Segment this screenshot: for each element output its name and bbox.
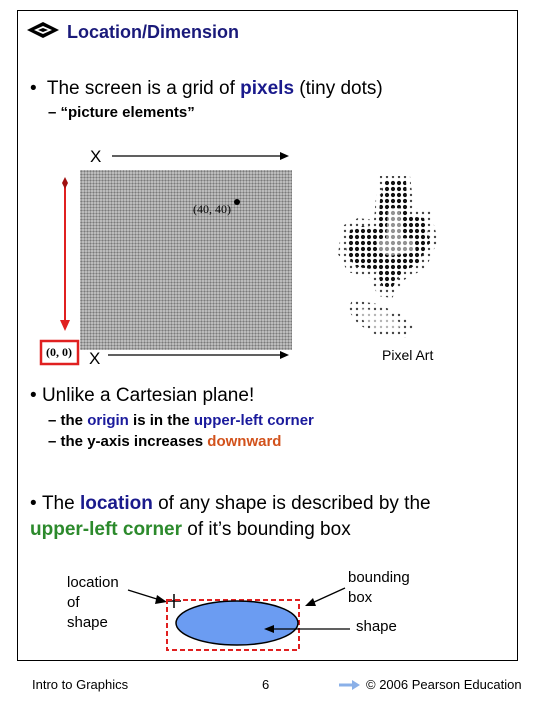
- sub2-l2-prefix: – the: [48, 433, 88, 450]
- origin-label: (0, 0): [46, 345, 72, 359]
- bullet-1-suffix: (tiny dots): [294, 78, 383, 99]
- bullet-1-keyword: pixels: [240, 78, 295, 99]
- bullet-3-a: The: [41, 493, 80, 514]
- bullet-dot: •: [30, 385, 42, 406]
- bullet-3-kw2: upper-left corner: [30, 519, 183, 540]
- location-label-line-1: location: [67, 574, 119, 591]
- bullet-dot: •: [30, 493, 42, 514]
- x-axis-label-bottom: X: [89, 349, 101, 368]
- bullet-3-kw1: location: [79, 493, 153, 514]
- bullet-1-prefix: The screen is a grid of: [46, 78, 241, 99]
- slide-title: Location/Dimension: [67, 22, 240, 42]
- sub-bullet-1: – “picture elements”: [48, 104, 195, 121]
- sub-bullet-2-line-1: [48, 410, 314, 431]
- footer-page-number: 6: [262, 677, 270, 692]
- bullet-3: [30, 491, 490, 543]
- point-label: (40, 40): [193, 202, 231, 216]
- sub2-l1-kw1: origin: [87, 412, 129, 429]
- bullet-2-text: Unlike a Cartesian plane!: [41, 385, 255, 406]
- arrow-right-icon: [338, 678, 362, 692]
- pixel-art-label: Pixel Art: [382, 347, 434, 363]
- bullet-3-c: of it’s bounding box: [182, 519, 351, 540]
- footer-copyright: © 2006 Pearson Education: [366, 677, 522, 692]
- sub2-l2-mid: increases: [129, 433, 208, 450]
- sub2-l2-kw1: y-axis: [87, 433, 130, 450]
- location-label-line-3: shape: [67, 614, 108, 631]
- shape-label: shape: [356, 618, 397, 635]
- bullet-2: [30, 385, 254, 407]
- sub2-l1-mid: is in the: [128, 412, 194, 429]
- sub2-l1-kw2: upper-left corner: [193, 412, 314, 429]
- sub-bullet-2-line-2: [48, 431, 314, 452]
- bbox-label-line-2: box: [348, 589, 373, 606]
- location-label-line-2: of: [67, 594, 80, 611]
- x-axis-label-top: X: [90, 147, 102, 166]
- bullet-dot: •: [30, 78, 42, 99]
- pixel-art-image: [318, 168, 468, 348]
- bullet-3-b: of any shape is described by the: [152, 493, 431, 514]
- bbox-label-line-1: bounding: [348, 569, 410, 586]
- sub2-l2-kw2: downward: [207, 433, 282, 450]
- bounding-box-diagram: [0, 560, 540, 660]
- footer-course: Intro to Graphics: [32, 677, 129, 692]
- sub-bullet-2: [48, 410, 314, 452]
- sub2-l1-prefix: – the: [48, 412, 88, 429]
